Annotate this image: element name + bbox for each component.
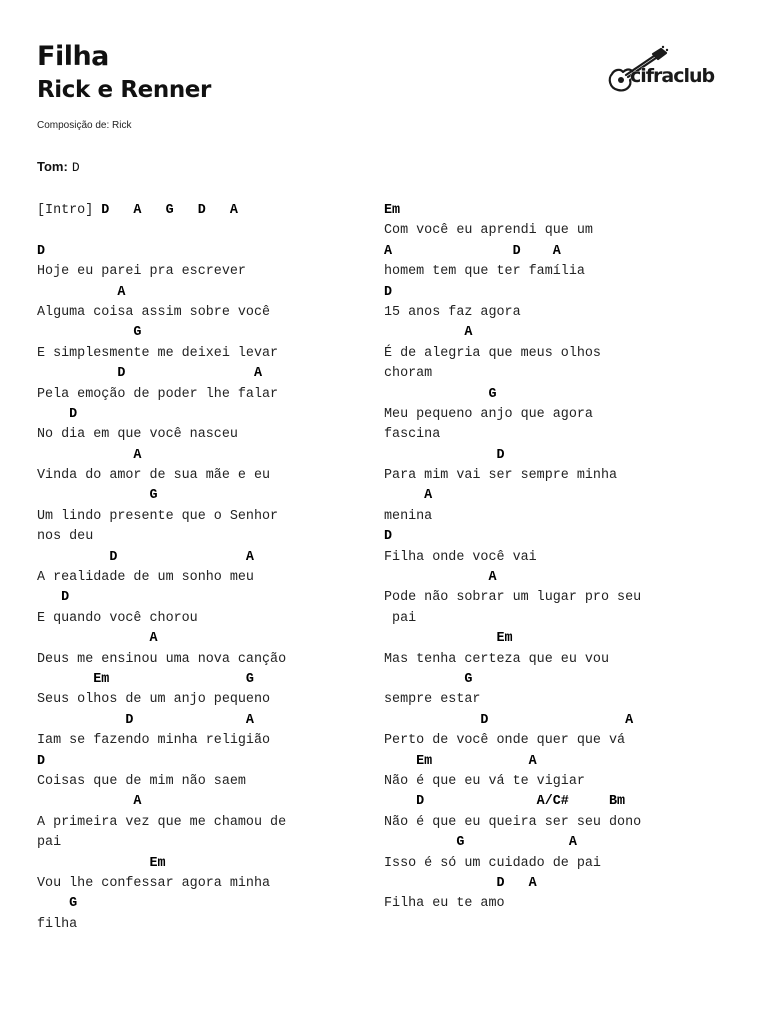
chord-line: D — [384, 447, 505, 463]
chord-line: G — [37, 488, 158, 504]
chord-line: G — [384, 386, 497, 402]
chord-line: G — [37, 896, 78, 912]
lyric-line: Pela emoção de poder lhe falar — [37, 386, 279, 402]
lyric-line: A primeira vez que me chamou de — [37, 814, 287, 830]
chord-line: A — [384, 570, 497, 586]
lyric-line: Filha onde você vai — [384, 549, 537, 565]
lyric-line: 15 anos faz agora — [384, 304, 521, 320]
chord-line: D — [384, 284, 393, 300]
chord-line: D A — [37, 549, 254, 565]
chord-line: Em — [37, 855, 166, 871]
lyric-line: Pode não sobrar um lugar pro seu — [384, 590, 642, 606]
lyric-line: Coisas que de mim não saem — [37, 773, 246, 789]
lyric-line: Não é que eu queira ser seu dono — [384, 814, 642, 830]
lyric-line: homem tem que ter família — [384, 264, 585, 280]
chord-line: D — [37, 406, 78, 422]
intro-line: [Intro] D A G D A — [37, 203, 238, 218]
chord-line: D A — [37, 366, 262, 382]
lyric-line: Hoje eu parei pra escrever — [37, 264, 246, 280]
lyric-line: Com você eu aprendi que um — [384, 223, 593, 239]
lyric-line: filha — [37, 916, 78, 932]
lyric-line: Iam se fazendo minha religião — [37, 733, 271, 749]
chord-line: A — [37, 794, 142, 810]
chord-line: D — [384, 529, 393, 545]
lyric-line: pai — [384, 610, 417, 626]
lyric-line: Perto de você onde quer que vá — [384, 733, 626, 749]
chord-line: Em A — [384, 753, 537, 769]
lyric-line: A realidade de um sonho meu — [37, 570, 254, 586]
chord-line: D — [37, 243, 46, 259]
chord-line: D — [37, 753, 46, 769]
lyric-line: fascina — [384, 427, 441, 443]
artist-name: Rick e Renner — [37, 77, 211, 103]
chord-line: D A — [384, 875, 537, 891]
lyric-line: Filha eu te amo — [384, 896, 505, 912]
brand-wordmark: cifraclub — [630, 65, 715, 87]
cifraclub-logo[interactable] — [606, 44, 724, 96]
lyric-line: Seus olhos de um anjo pequeno — [37, 692, 271, 708]
lyric-line: Mas tenha certeza que eu vou — [384, 651, 609, 667]
song-title: Filha — [37, 41, 109, 72]
chord-line: G — [37, 325, 142, 341]
chord-line: D A — [37, 712, 254, 728]
chord-line: Em — [384, 631, 513, 647]
chord-line: Em G — [37, 671, 254, 687]
chord-line: Em — [384, 203, 401, 218]
key-label: Tom: — [37, 159, 68, 174]
lyric-line: pai — [37, 835, 62, 851]
chord-line: A D A — [384, 243, 561, 259]
lyric-line: Meu pequeno anjo que agora — [384, 406, 593, 422]
lyric-line: Alguma coisa assim sobre você — [37, 304, 271, 320]
lyric-line: Deus me ensinou uma nova canção — [37, 651, 287, 667]
chord-line: G — [384, 671, 473, 687]
chord-line: A — [37, 284, 126, 300]
lyrics-column-right — [384, 201, 641, 915]
lyric-line: É de alegria que meus olhos — [384, 345, 601, 361]
chord-line: D A — [384, 712, 634, 728]
composer-credit: Composição de: Rick — [37, 120, 132, 131]
blank-line — [37, 221, 286, 241]
lyric-line: No dia em que você nasceu — [37, 427, 238, 443]
lyric-line: menina — [384, 508, 433, 524]
chord-line: A — [37, 447, 142, 463]
chord-line: D — [37, 590, 70, 606]
chord-line: A — [384, 325, 473, 341]
guitar-icon — [606, 44, 724, 96]
lyric-line: E simplesmente me deixei levar — [37, 345, 279, 361]
lyric-line: Um lindo presente que o Senhor — [37, 508, 279, 524]
lyric-line: Vou lhe confessar agora minha — [37, 875, 271, 891]
lyric-line: Não é que eu vá te vigiar — [384, 773, 585, 789]
lyric-line: Vinda do amor de sua mãe e eu — [37, 468, 271, 484]
song-key — [37, 158, 80, 177]
lyrics-column-left — [37, 201, 286, 935]
chord-line: G A — [384, 835, 577, 851]
lyric-line: E quando você chorou — [37, 610, 198, 626]
chord-line: A — [37, 631, 158, 647]
chord-line: A — [384, 488, 433, 504]
lyric-line: sempre estar — [384, 692, 481, 708]
chord-line: D A/C# Bm — [384, 794, 626, 810]
lyric-line: choram — [384, 366, 433, 382]
lyric-line: nos deu — [37, 529, 94, 545]
key-value: D — [71, 160, 80, 175]
lyric-line: Para mim vai ser sempre minha — [384, 468, 618, 484]
lyric-line: Isso é só um cuidado de pai — [384, 855, 601, 871]
